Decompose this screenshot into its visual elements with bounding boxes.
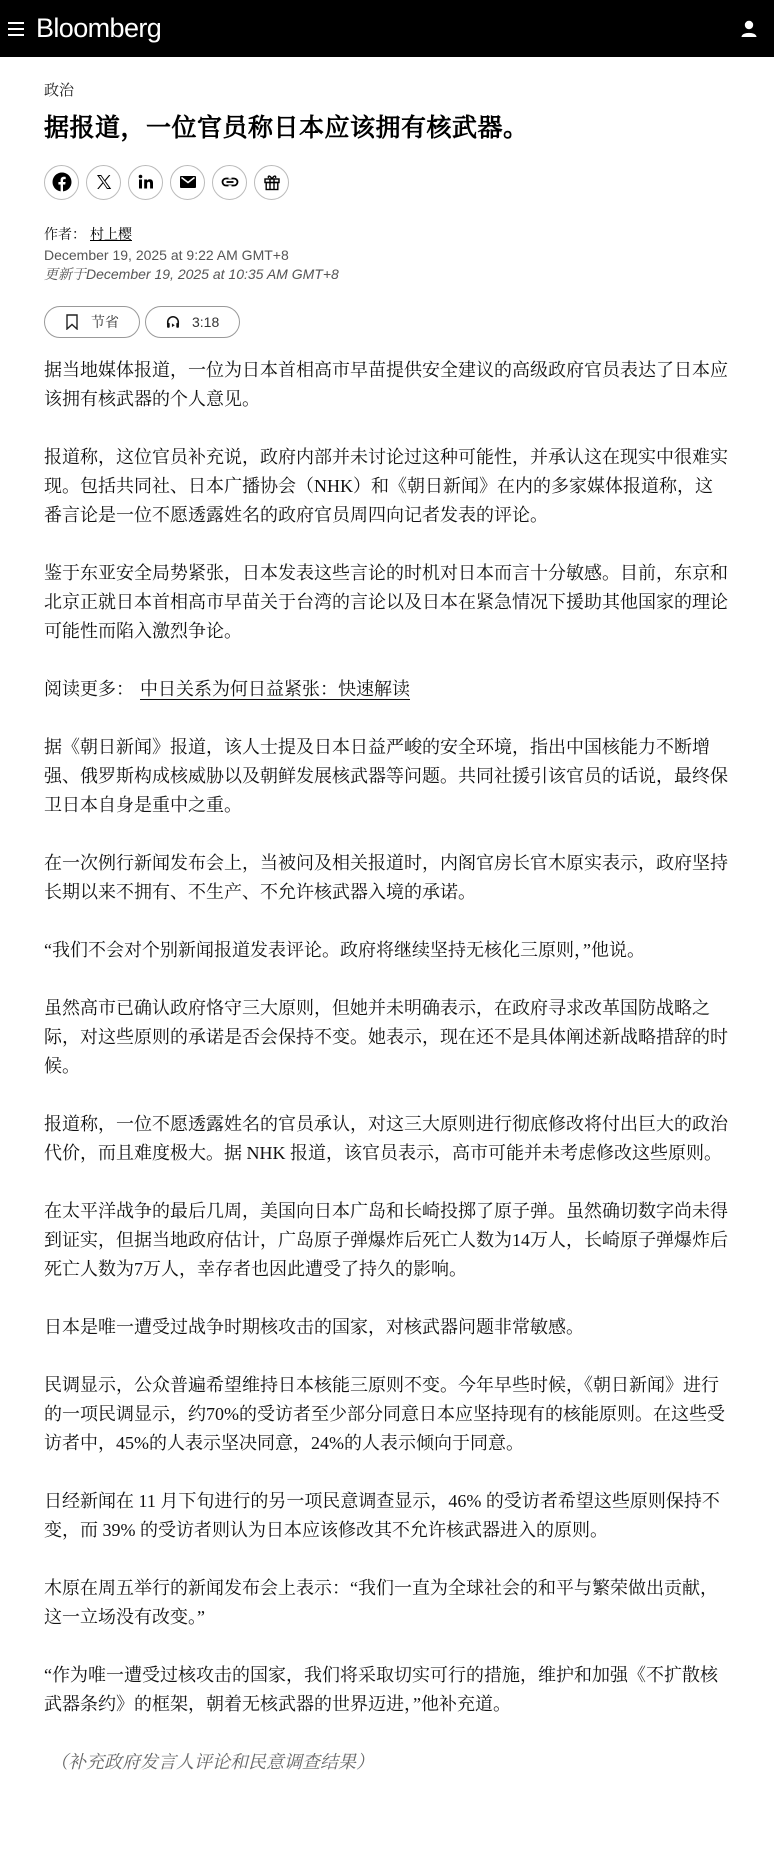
copy-link-button[interactable] [212, 165, 247, 200]
bloomberg-logo[interactable]: Bloomberg [36, 13, 162, 43]
link-icon [220, 172, 240, 192]
category-label[interactable]: 政治 [44, 82, 75, 99]
share-facebook-button[interactable] [44, 165, 79, 200]
paragraph: 报道称，这位官员补充说，政府内部并未讨论过这种可能性，并承认这在现实中很难实现。包括共同社、日本广播协会（NHK）和《朝日新闻》在内的多家媒体报道称，这番言论是一位不愿透露姓名的政府官员周四向记者发表的评论。 [44, 446, 728, 525]
gift-article-button[interactable] [254, 165, 289, 200]
x-icon [94, 172, 114, 192]
hamburger-icon[interactable] [8, 22, 24, 36]
paragraph: 木原在周五举行的新闻发布会上表示：“我们一直为全球社会的和平与繁荣做出贡献，这一立场没有改变。” [44, 1577, 718, 1627]
listen-button[interactable] [145, 306, 240, 338]
paragraph: 日经新闻在 11 月下旬进行的另一项民意调查显示，46% 的受访者希望这些原则保持不变，而 39% 的受访者则认为日本应该修改其不允许核武器进入的原则。 [44, 1490, 720, 1540]
top-nav-bar [0, 0, 774, 57]
paragraph: 在太平洋战争的最后几周，美国向日本广岛和长崎投掷了原子弹。虽然确切数字尚未得到证实，但据当地政府估计，广岛原子弹爆炸后死亡人数为14万人，长崎原子弹爆炸后死亡人数为7万人，幸存者也因此遭受了持久的影响。 [44, 1200, 728, 1279]
save-label: 节省 [91, 313, 119, 330]
listen-duration: 3:18 [192, 313, 220, 330]
read-more [44, 675, 729, 704]
publish-date: December 19, 2025 at 9:22 AM GMT+8 [44, 246, 289, 263]
read-more-link[interactable]: 中日关系为何日益紧张：快速解读 [140, 678, 410, 699]
paragraph: 据《朝日新闻》报道，该人士提及日本日益严峻的安全环境，指出中国核能力不断增强、俄罗斯构成核威胁以及朝鲜发展核武器等问题。共同社援引该官员的话说，最终保卫日本自身是重中之重。 [44, 736, 728, 815]
paragraph: 报道称，一位不愿透露姓名的官员承认，对这三大原则进行彻底修改将付出巨大的政治代价，而且难度极大。据 NHK 报道，该官员表示，高市可能并未考虑修改这些原则。 [44, 1113, 728, 1163]
linkedin-icon [136, 172, 156, 192]
article-body [44, 356, 729, 1777]
paragraph: “作为唯一遭受过核攻击的国家，我们将采取切实可行的措施，维护和加强《不扩散核武器条约》的框架，朝着无核武器的世界迈进，”他补充道。 [44, 1664, 718, 1714]
byline [44, 224, 729, 244]
share-linkedin-button[interactable] [128, 165, 163, 200]
byline-label: 作者： [44, 225, 86, 242]
headline: 据报道，一位官员称日本应该拥有核武器。 [44, 114, 529, 142]
updated-date: 更新于December 19, 2025 at 10:35 AM GMT+8 [44, 265, 339, 282]
paragraph: 民调显示，公众普遍希望维持日本核能三原则不变。今年早些时候，《朝日新闻》进行的一项民调显示，约70%的受访者至少部分同意日本应坚持现有的核能原则。在这些受访者中，45%的人表示坚决同意，24%的人表示倾向于同意。 [44, 1374, 725, 1453]
read-more-label: 阅读更多： [44, 678, 134, 699]
author-link[interactable]: 村上樱 [90, 225, 132, 242]
share-bar [44, 165, 729, 200]
bookmark-icon [65, 314, 79, 330]
paragraph: 在一次例行新闻发布会上，当被问及相关报道时，内阁官房长官木原实表示，政府坚持长期以来不拥有、不生产、不允许核武器入境的承诺。 [44, 852, 728, 902]
update-note: （补充政府发言人评论和民意调查结果） [50, 1751, 374, 1772]
paragraph: 日本是唯一遭受过战争时期核攻击的国家，对核武器问题非常敏感。 [44, 1316, 584, 1337]
paragraph: 虽然高市已确认政府恪守三大原则，但她并未明确表示，在政府寻求改革国防战略之际，对这些原则的承诺是否会保持不变。她表示，现在还不是具体阐述新战略措辞的时候。 [44, 997, 728, 1076]
facebook-icon [52, 172, 72, 192]
paragraph: 鉴于东亚安全局势紧张，日本发表这些言论的时机对日本而言十分敏感。目前，东京和北京正就日本首相高市早苗关于台湾的言论以及日本在紧急情况下援助其他国家的理论可能性而陷入激烈争论。 [44, 562, 728, 641]
user-icon[interactable] [738, 18, 760, 40]
nav-left [8, 13, 161, 44]
share-email-button[interactable] [170, 165, 205, 200]
article [0, 79, 774, 1777]
paragraph: 据当地媒体报道，一位为日本首相高市早苗提供安全建议的高级政府官员表达了日本应该拥有核武器的个人意见。 [44, 359, 728, 409]
email-icon [178, 172, 198, 192]
share-x-button[interactable] [86, 165, 121, 200]
article-actions [44, 306, 729, 338]
save-button[interactable] [44, 306, 140, 338]
headphones-icon [166, 314, 180, 330]
paragraph: “我们不会对个别新闻报道发表评论。政府将继续坚持无核化三原则，”他说。 [44, 939, 645, 960]
gift-icon [262, 172, 282, 192]
